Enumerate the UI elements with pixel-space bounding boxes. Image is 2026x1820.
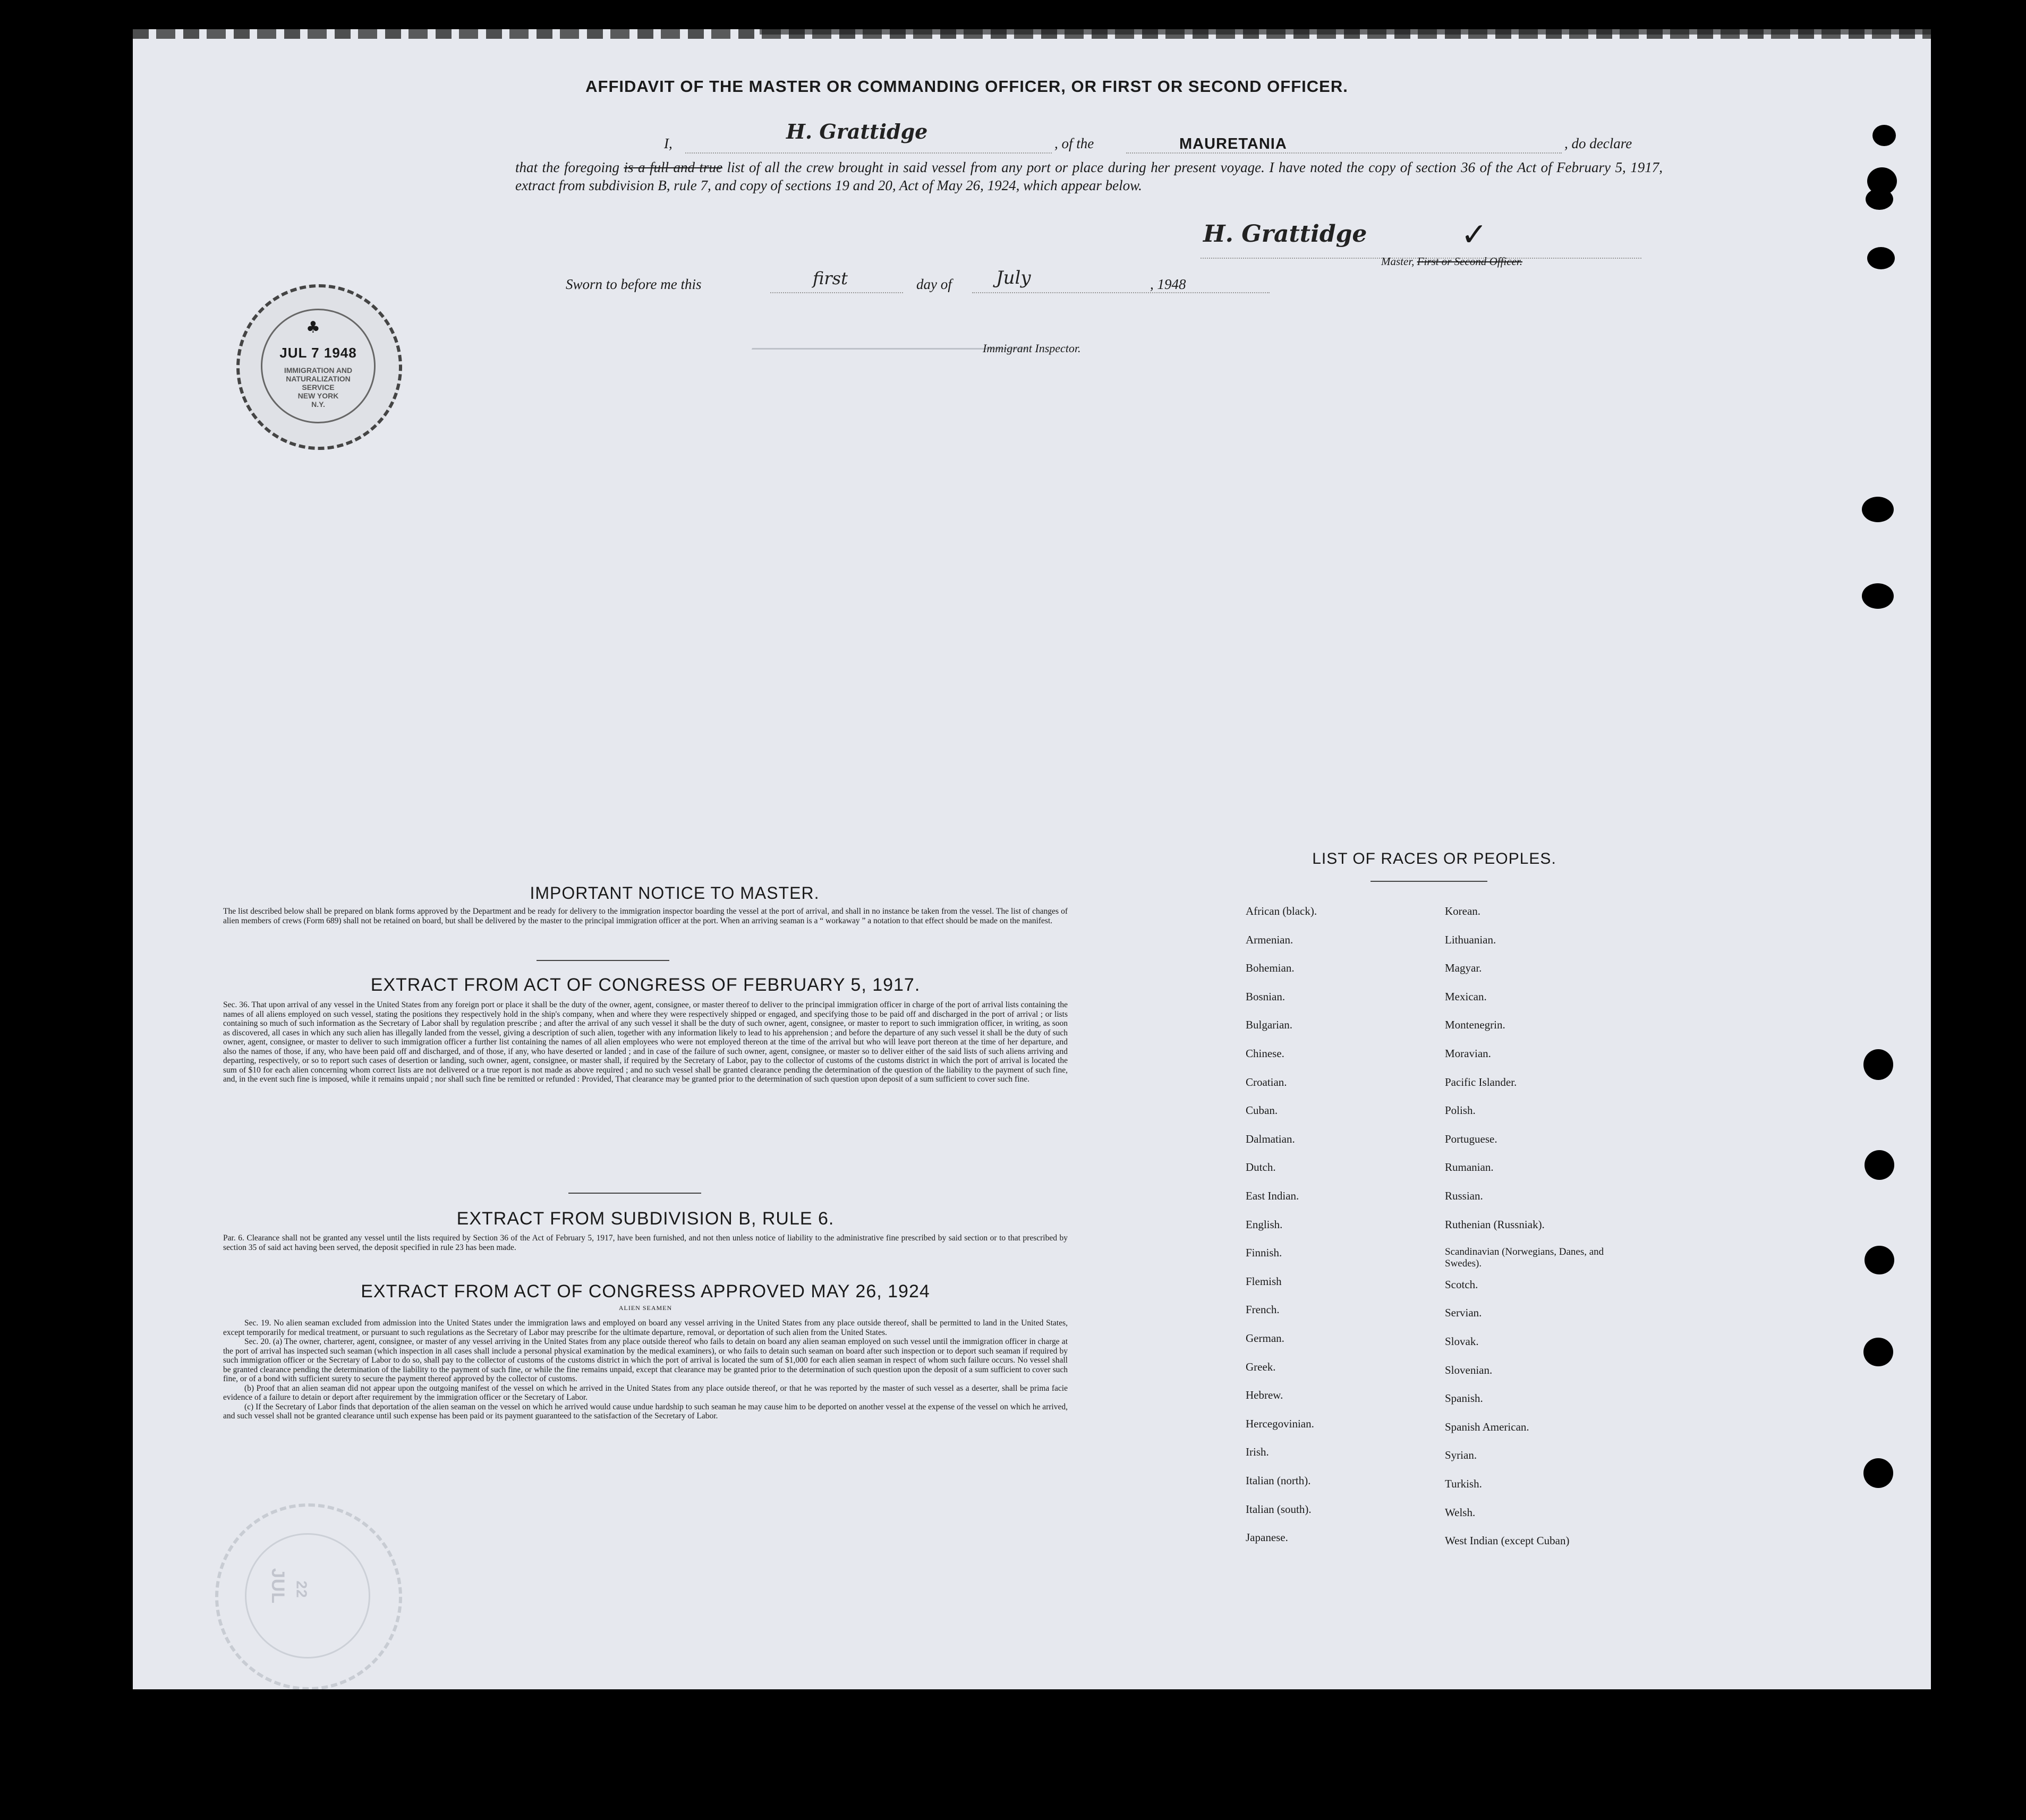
officer-name-line xyxy=(685,152,1052,154)
master-label-text: Master, xyxy=(1381,255,1415,268)
race-item: Magyar. xyxy=(1445,962,1482,974)
check-mark: ✓ xyxy=(1461,216,1488,253)
extract3-p2: Sec. 20. (a) The owner, charterer, agent, consignee, or master of any vessel arriving in the United States from any place outside thereof who fails to detain on board any alien seaman employed on such vessel until the immigration officer in charge at the port of arrival has inspected such seaman (which inspection in all cases shall include a personal physical examination by the medical examiners), or who fails to detain such seaman on board after such inspection or to deport such seaman if required by such immigration officer or the Secretary of Labor to do so, shall pay to the collector of customs of the customs district in which the port of arrival is located the sum of $1,000 for each alien seaman in respect of whom such failure occurs. No vessel shall be granted clearance pending the determination of the liability to the payment of such fine, or while the fine remains unpaid, except that clearance may be granted prior to the determination of such question upon the deposit of a sum sufficient to cover such fine, or of a bond with sufficient surety to secure the payment thereof approved by the collector of customs. xyxy=(223,1337,1068,1383)
race-item: Bulgarian. xyxy=(1246,1018,1293,1031)
binder-hole xyxy=(1863,1049,1893,1080)
race-item: Syrian. xyxy=(1445,1449,1477,1461)
race-item: Irish. xyxy=(1246,1445,1269,1458)
race-item: West Indian (except Cuban) xyxy=(1445,1534,1570,1547)
race-item: Scotch. xyxy=(1445,1278,1478,1291)
torn-top-edge-right xyxy=(760,29,1931,35)
master-signature: H. Grattidge xyxy=(1203,220,1367,248)
affidavit-prefix: I, xyxy=(664,135,673,151)
notice-text: The list described below shall be prepared on blank forms approved by the Department and be ready for delivery to the immigration inspector boarding the vessel at the port of arrival, and shall in no instance be taken from the vessel. The list of changes of alien members of crews (Form 689) shall not be retained on board, but shall be delivered by the master to the principal immigration officer at the port. When an arriving seaman is a “ workaway ” a notation to that effect should be made on the manifest. xyxy=(223,907,1068,925)
extract1-text: Sec. 36. That upon arrival of any vessel in the United States from any foreign port or place it shall be the duty of the owner, agent, consignee, or master thereof to deliver to the principal immigration officer in charge of the port of arrival lists containing the names of all aliens employed on such vessel, stating the positions they respectively hold in the ship's company, when and where they were respectively shipped or engaged, and specifying those to be paid off and discharged in the port of arrival ; or lists containing so much of such information as the Secretary of Labor shall by regulation prescribe ; and after the arrival of any such vessel it shall be the duty of such owner, agent, consignee, or master to report to such immigration officer, in writing, as soon as discovered, all cases in which any such alien has illegally landed from the vessel, giving a description of such alien, together with any information likely to lead to his apprehension ; and before the departure of any such vessel it shall be the duty of such owner, agent, consignee, or master to deliver to such immigration officer a further list containing the names of all alien employees who were not employed thereon at the time of the arrival but who will leave port thereon at the time of her departure, and also the names of those, if any, who have been paid off and discharged, and of those, if any, who have deserted or landed ; and in case of the failure of such owner, agent, consignee, or master so to deliver either of the said lists of such aliens arriving and departing, respectively, or so to report such cases of desertion or landing, such owner, agent, consignee, or master shall, if required by the Secretary of Labor, pay to the collector of customs of the customs district in which the port of arrival is located the sum of $10 for each alien concerning whom correct lists are not delivered or a true report is not made as above required ; and no such vessel shall be granted clearance pending the determination of the question of the liability to the payment of such fine, and, in the event such fine is imposed, while it remains unpaid ; nor shall such fine be remitted or refunded : Provided, That clearance may be granted prior to the determination of such question upon deposit of a sum sufficient to cover such fine. xyxy=(223,1000,1068,1084)
race-item: Bosnian. xyxy=(1246,990,1286,1003)
race-item: Dutch. xyxy=(1246,1161,1276,1173)
extract3-body xyxy=(223,1319,1068,1421)
binder-hole xyxy=(1867,247,1895,269)
stamp-agency-text xyxy=(265,366,371,409)
faded-stamp-month: JUL xyxy=(268,1568,288,1604)
do-declare-label: , do declare xyxy=(1564,135,1632,151)
binder-hole xyxy=(1863,1458,1893,1488)
race-item: French. xyxy=(1246,1303,1280,1316)
binder-hole xyxy=(1865,1150,1894,1180)
extract3-p3: (b) Proof that an alien seaman did not appear upon the outgoing manifest of the vessel on which he arrived in the United States from any place outside thereof, or that he was reported by the master of such vessel as a deserter, shall be prima facie evidence of a failure to detain or deport after requirement by the immigration officer or the Secretary of Labor. xyxy=(223,1383,1068,1402)
race-item: Slovak. xyxy=(1445,1335,1479,1348)
sworn-month-line xyxy=(972,292,1270,293)
race-item: Italian (north). xyxy=(1246,1474,1311,1487)
struck-text: is a full and true xyxy=(624,159,722,175)
race-item: Dalmatian. xyxy=(1246,1133,1295,1145)
race-item: African (black). xyxy=(1246,905,1317,917)
affidavit-body xyxy=(515,158,1663,194)
race-item: Armenian. xyxy=(1246,933,1293,946)
race-item: German. xyxy=(1246,1332,1284,1345)
extract2-title: EXTRACT FROM SUBDIVISION B, RULE 6. xyxy=(456,1209,835,1229)
faded-receipt-stamp xyxy=(215,1503,402,1689)
race-item: Croatian. xyxy=(1246,1076,1287,1088)
binder-hole xyxy=(1872,125,1896,146)
binder-hole xyxy=(1866,189,1893,210)
affidavit-body-part1: that the foregoing xyxy=(515,159,619,175)
race-item: Spanish American. xyxy=(1445,1421,1529,1433)
race-item: Flemish xyxy=(1246,1275,1282,1288)
vessel-name: MAURETANIA xyxy=(1179,135,1287,152)
race-item: Hercegovinian. xyxy=(1246,1417,1314,1430)
affidavit-title: AFFIDAVIT OF THE MASTER OR COMMANDING OFFICER, OR FIRST OR SECOND OFFICER. xyxy=(585,77,1348,96)
stamp-date: JUL 7 1948 xyxy=(279,345,357,361)
race-item: Cuban. xyxy=(1246,1104,1278,1117)
sworn-day-handwritten: first xyxy=(813,268,848,288)
race-item: Greek. xyxy=(1246,1360,1276,1373)
race-item: Ruthenian (Russniak). xyxy=(1445,1218,1545,1231)
race-item: Polish. xyxy=(1445,1104,1476,1117)
extract3-subtitle: ALIEN SEAMEN xyxy=(618,1304,673,1312)
binder-hole xyxy=(1865,1246,1894,1274)
master-label xyxy=(1381,255,1522,268)
race-item: Spanish. xyxy=(1445,1392,1483,1405)
sworn-day-line xyxy=(770,292,903,293)
day-of-label: day of xyxy=(916,276,952,292)
extract3-p1: Sec. 19. No alien seaman excluded from admission into the United States under the immigration laws and employed on board any vessel arriving in the United States from any place outside thereof, shall be permitted to land in the United States, except temporarily for medical treatment, or pursuant to such regulations as the Secretary of Labor may prescribe for the ultimate departure, removal, or deportation of such alien from the United States. xyxy=(223,1319,1068,1337)
race-item: Italian (south). xyxy=(1246,1503,1312,1516)
race-item: Welsh. xyxy=(1445,1506,1476,1519)
divider-rule xyxy=(568,1193,701,1194)
race-item: Korean. xyxy=(1445,905,1481,917)
stamp-eagle-icon: ♣ xyxy=(306,318,320,337)
binder-hole xyxy=(1863,1338,1893,1366)
race-item: Mexican. xyxy=(1445,990,1487,1003)
affidavit-body-part2: list of all the crew brought in said vessel from any port or place during her present voyage. I have noted the copy of section 36 of the Act of February 5, 1917, extract from subdivision B, rule 7, and copy of sections 19 and 20, Act of May 26, 1924, which appear below. xyxy=(515,159,1663,193)
race-item: Japanese. xyxy=(1246,1531,1288,1544)
race-item: Servian. xyxy=(1445,1306,1482,1319)
race-item: Russian. xyxy=(1445,1189,1483,1202)
extract3-title: EXTRACT FROM ACT OF CONGRESS APPROVED MAY 26, 1924 xyxy=(361,1281,930,1302)
binder-hole xyxy=(1862,497,1894,522)
race-item: Hebrew. xyxy=(1246,1389,1283,1401)
races-title-underline xyxy=(1370,881,1487,882)
race-item: Montenegrin. xyxy=(1445,1018,1505,1031)
extract3-p4: (c) If the Secretary of Labor finds that deportation of the alien seaman on the vessel on which he arrived would cause undue hardship to such seaman he may cause him to be deported on another vessel at the expense of the vessel on which he arrived, and such vessel shall not be granted clearance until such expense has been paid or its payment guaranteed to the satisfaction of the Secretary of Labor. xyxy=(223,1402,1068,1421)
stamp-line1: IMMIGRATION AND xyxy=(284,366,353,375)
race-item: Bohemian. xyxy=(1246,962,1295,974)
race-item: Rumanian. xyxy=(1445,1161,1494,1173)
struck-officer-text: First or Second Officer. xyxy=(1417,255,1522,268)
race-item: Chinese. xyxy=(1246,1047,1284,1060)
divider-rule xyxy=(537,960,669,961)
extract1-title: EXTRACT FROM ACT OF CONGRESS OF FEBRUARY 5, 1917. xyxy=(370,975,921,995)
stamp-line5: N.Y. xyxy=(311,400,325,409)
race-item: Scandinavian (Norwegians, Danes, and Swedes). xyxy=(1445,1246,1604,1269)
race-item: English. xyxy=(1246,1218,1283,1231)
officer-name-handwritten: H. Grattidge xyxy=(786,120,928,143)
immigration-date-stamp xyxy=(236,284,402,450)
stamp-line4: NEW YORK xyxy=(297,392,339,400)
extract2-text: Par. 6. Clearance shall not be granted any vessel until the lists required by Section 36 of the Act of February 5, 1917, have been furnished, and not then unless notice of liability to the administrative fine prescribed by said section or to that prescribed by section 35 of said act having been served, the deposit specified in rule 23 has been made. xyxy=(223,1234,1068,1252)
race-item: Finnish. xyxy=(1246,1246,1282,1259)
stamp-line3: SERVICE xyxy=(302,383,335,392)
race-item: Portuguese. xyxy=(1445,1133,1497,1145)
race-item: Moravian. xyxy=(1445,1047,1491,1060)
faded-stamp-day: 22 xyxy=(293,1580,310,1598)
document-page xyxy=(133,29,1931,1689)
sworn-label: Sworn to before me this xyxy=(566,276,702,292)
year-label: , 1948 xyxy=(1150,276,1186,292)
of-the-label: , of the xyxy=(1054,135,1094,151)
binder-hole xyxy=(1862,583,1894,609)
inspector-label: Immigrant Inspector. xyxy=(983,342,1081,355)
race-item: Lithuanian. xyxy=(1445,933,1496,946)
races-title: LIST OF RACES OR PEOPLES. xyxy=(1312,850,1556,868)
race-item: Slovenian. xyxy=(1445,1364,1493,1376)
notice-title: IMPORTANT NOTICE TO MASTER. xyxy=(530,883,820,903)
race-item: East Indian. xyxy=(1246,1189,1299,1202)
stamp-line2: NATURALIZATION xyxy=(286,375,351,383)
race-item: Turkish. xyxy=(1445,1477,1482,1490)
race-item: Pacific Islander. xyxy=(1445,1076,1517,1088)
sworn-month-handwritten: July xyxy=(996,267,1031,288)
